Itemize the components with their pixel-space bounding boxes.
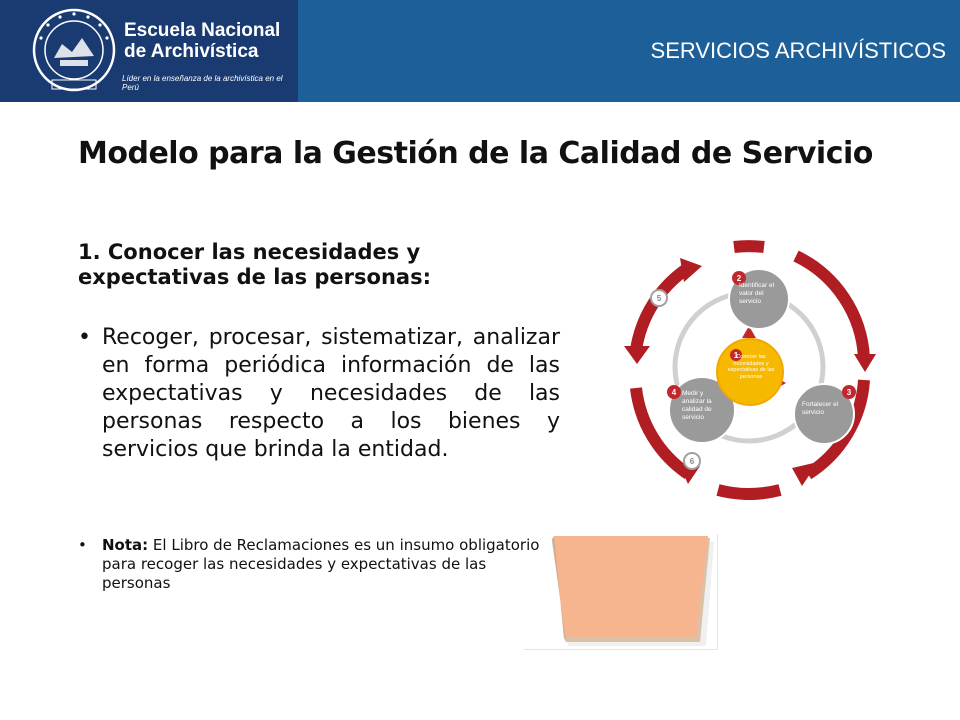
badge-number: 3 bbox=[846, 388, 852, 397]
badge-number: 4 bbox=[671, 388, 677, 397]
school-name-line2: de Archivística bbox=[124, 41, 259, 62]
quality-cycle-diagram bbox=[618, 238, 880, 500]
note-label: Nota: bbox=[102, 536, 149, 554]
libro-reclamaciones-image bbox=[524, 534, 718, 650]
node-medir-label: Medir y analizar la calidad de servicio bbox=[682, 390, 712, 421]
arrowhead-icon bbox=[624, 346, 650, 364]
header-banner bbox=[0, 0, 960, 102]
section-title: SERVICIOS ARCHIVÍSTICOS bbox=[650, 38, 946, 63]
school-name-line1: Escuela Nacional bbox=[124, 20, 281, 41]
school-logo[interactable] bbox=[0, 0, 298, 102]
slide-title: Modelo para la Gestión de la Calidad de Servicio bbox=[78, 136, 873, 171]
badge-number: 5 bbox=[656, 294, 662, 303]
note-text-wrap bbox=[102, 536, 548, 593]
main-bullet bbox=[78, 324, 560, 464]
node-center-label: Conocer las necesidades y expectativas de las personas bbox=[727, 354, 775, 380]
badge-number: 2 bbox=[736, 274, 742, 283]
note-text: El Libro de Reclamaciones es un insumo obligatorio para recoger las necesidades y expectativas de las personas bbox=[102, 536, 540, 592]
book-cover bbox=[554, 536, 708, 638]
note-bullet bbox=[78, 536, 548, 593]
arrow-bottom bbox=[718, 490, 780, 494]
arrowhead-icon bbox=[854, 354, 876, 372]
badge-number: 6 bbox=[689, 457, 695, 466]
arrow-top bbox=[734, 246, 764, 247]
node-identificar-label: Identificar el valor del servicio bbox=[739, 282, 775, 305]
seal-icon bbox=[32, 6, 116, 94]
bullet-dot-icon: • bbox=[78, 325, 91, 350]
arrow-right-upper bbox=[796, 256, 864, 358]
school-name bbox=[124, 20, 280, 62]
badge-number: 1 bbox=[733, 351, 739, 360]
main-bullet-text: Recoger, procesar, sistematizar, analizar en forma periódica información de las expectativas y necesidades de las personas respecto a los bienes y servicios que brinda la entidad. bbox=[102, 325, 560, 462]
node-fortalecer-label: Fortalecer el servicio bbox=[802, 401, 839, 416]
section-heading: 1. Conocer las necesidades y expectativas de las personas: bbox=[78, 240, 431, 289]
school-tagline: Líder en la enseñanza de la archivística en el Perú bbox=[122, 74, 283, 92]
bullet-dot-icon: • bbox=[78, 536, 87, 554]
